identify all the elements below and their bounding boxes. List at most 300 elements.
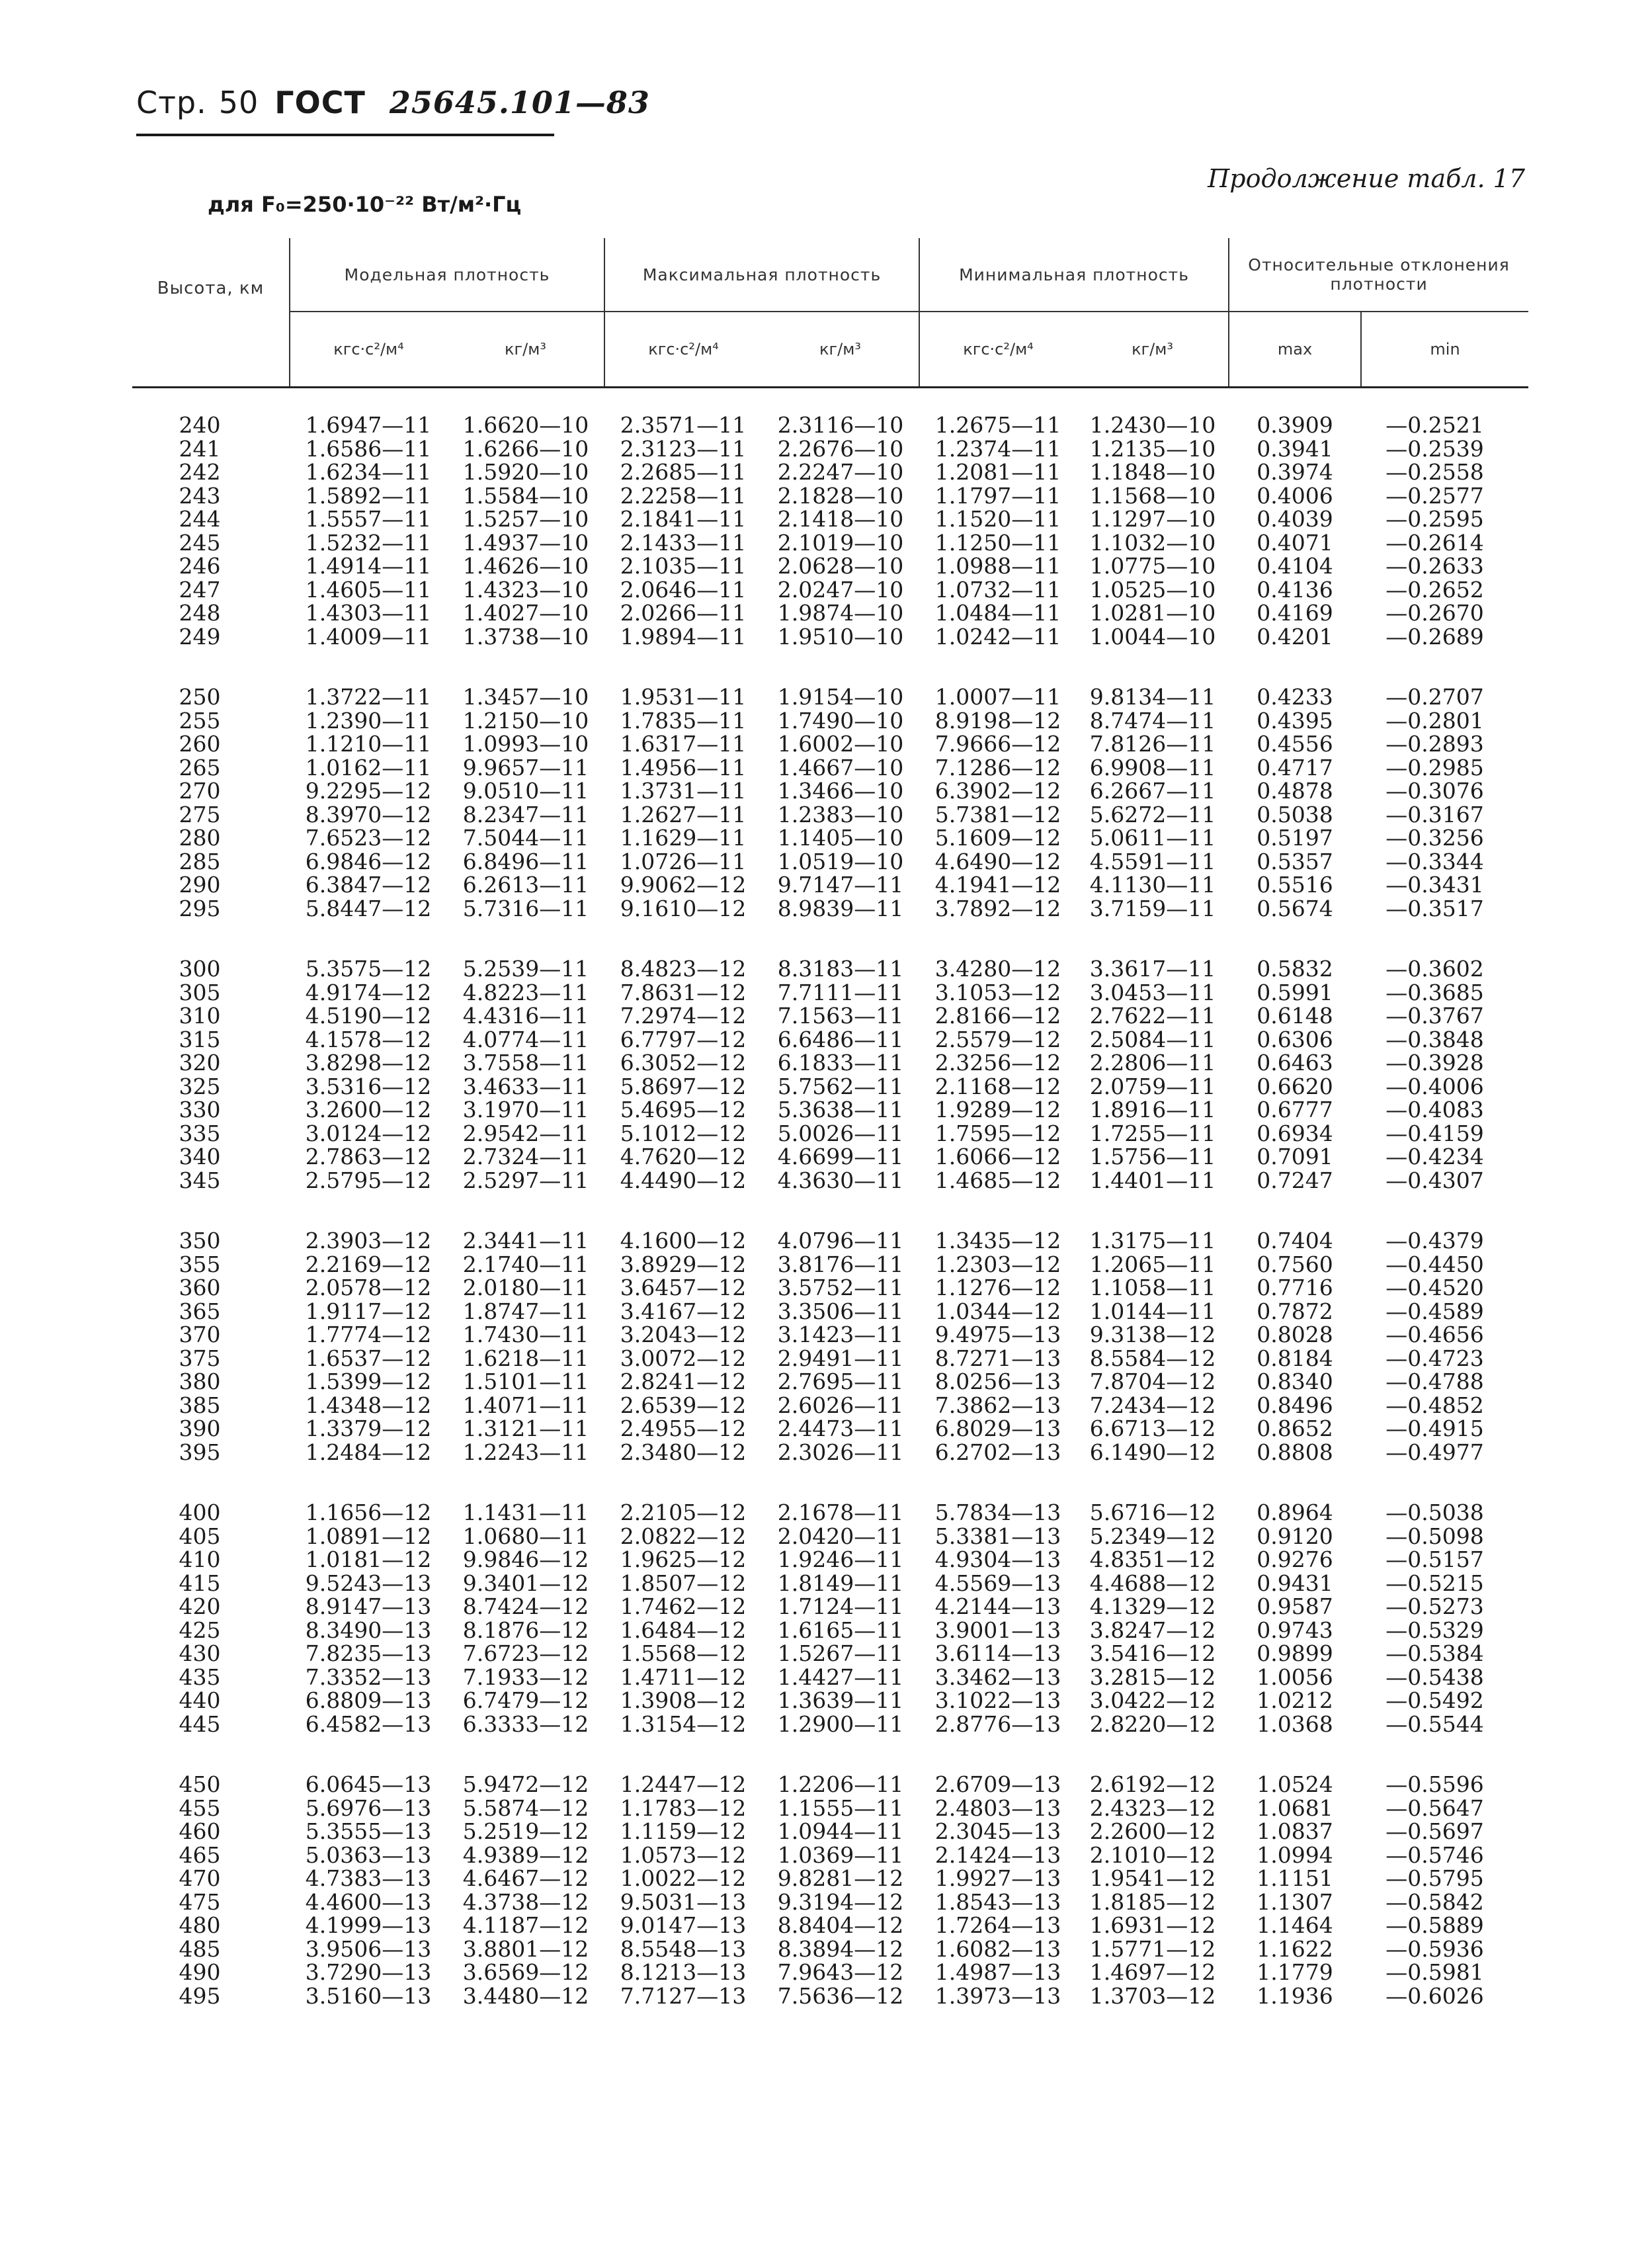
- cell-min-kgs: 2.4803—13: [934, 1795, 1061, 1821]
- table-row: [132, 732, 1528, 756]
- cell-model-kgs: 4.5190—12: [305, 1003, 432, 1029]
- cell-model-kgs: 7.6523—12: [305, 825, 432, 851]
- cell-altitude: 425: [179, 1617, 221, 1643]
- cell-max-kgs: 1.8507—12: [620, 1570, 747, 1596]
- table-row: [132, 779, 1528, 803]
- cell-model-kgs: 1.1210—11: [305, 731, 432, 757]
- cell-rel-max: 0.4201: [1257, 623, 1333, 650]
- cell-max-kgs: 5.1012—12: [620, 1120, 747, 1146]
- cell-max-kgs: 2.4955—12: [620, 1416, 747, 1441]
- table-row: [132, 1914, 1528, 1937]
- cell-model-kg: 1.2243—11: [462, 1439, 589, 1465]
- cell-model-kg: 2.9542—11: [462, 1120, 589, 1146]
- cell-max-kg: 2.2676—10: [777, 435, 904, 462]
- cell-model-kgs: 8.3490—13: [305, 1617, 432, 1643]
- cell-min-kg: 8.5584—12: [1089, 1345, 1216, 1371]
- cell-min-kg: 1.7255—11: [1089, 1120, 1216, 1146]
- cell-model-kg: 1.5584—10: [462, 482, 589, 509]
- cell-model-kgs: 9.2295—12: [305, 778, 432, 804]
- table-row: [132, 850, 1528, 874]
- cell-max-kg: 2.4473—11: [777, 1416, 904, 1441]
- cell-rel-min: —0.5795: [1385, 1865, 1484, 1891]
- table-row: [132, 578, 1528, 602]
- cell-max-kg: 7.7111—11: [777, 979, 904, 1005]
- cell-rel-max: 0.4717: [1257, 754, 1333, 781]
- cell-model-kg: 1.5920—10: [462, 459, 589, 485]
- cell-min-kgs: 5.7834—13: [934, 1500, 1061, 1525]
- cell-min-kgs: 2.1424—13: [934, 1841, 1061, 1868]
- cell-max-kg: 2.2247—10: [777, 459, 904, 485]
- table-row: [132, 756, 1528, 780]
- cell-rel-max: 0.4395: [1257, 707, 1333, 734]
- cell-min-kgs: 6.3902—12: [934, 778, 1061, 804]
- cell-max-kgs: 1.9894—11: [620, 623, 747, 650]
- cell-model-kgs: 8.9147—13: [305, 1593, 432, 1619]
- table-row: [132, 601, 1528, 625]
- cell-max-kg: 8.3183—11: [777, 956, 904, 982]
- cell-rel-min: —0.5936: [1385, 1935, 1484, 1962]
- cell-min-kg: 1.1058—11: [1089, 1275, 1216, 1300]
- cell-model-kg: 2.5297—11: [462, 1167, 589, 1193]
- cell-altitude: 246: [179, 553, 221, 579]
- cell-model-kg: 3.8801—12: [462, 1935, 589, 1962]
- cell-model-kgs: 8.3970—12: [305, 801, 432, 827]
- relative-deviation-header: Относительные отклонения плотности: [1229, 238, 1528, 312]
- cell-model-kg: 5.2519—12: [462, 1818, 589, 1844]
- cell-model-kg: 9.9657—11: [462, 754, 589, 781]
- table-row: [132, 826, 1528, 850]
- table-row: [132, 460, 1528, 484]
- table-row: [132, 1394, 1528, 1418]
- cell-model-kgs: 1.6234—11: [305, 459, 432, 485]
- cell-min-kgs: 2.1168—12: [934, 1073, 1061, 1099]
- cell-rel-min: —0.4450: [1385, 1251, 1484, 1277]
- cell-rel-min: —0.3344: [1385, 848, 1484, 874]
- cell-min-kgs: 1.6066—12: [934, 1144, 1061, 1169]
- cell-min-kgs: 3.7892—12: [934, 895, 1061, 921]
- cell-rel-max: 1.1779: [1257, 1959, 1333, 1985]
- cell-min-kg: 4.4688—12: [1089, 1570, 1216, 1596]
- cell-model-kgs: 1.0181—12: [305, 1546, 432, 1572]
- cell-model-kgs: 7.8235—13: [305, 1640, 432, 1666]
- cell-max-kg: 2.1828—10: [777, 482, 904, 509]
- cell-rel-max: 0.5832: [1257, 956, 1333, 982]
- cell-min-kgs: 1.0988—11: [934, 553, 1061, 579]
- table-row: [132, 484, 1528, 508]
- cell-rel-max: 0.4169: [1257, 600, 1333, 626]
- cell-max-kg: 1.9874—10: [777, 600, 904, 626]
- cell-model-kg: 1.5257—10: [462, 506, 589, 532]
- cell-model-kg: 1.4937—10: [462, 529, 589, 556]
- cell-altitude: 247: [179, 576, 221, 603]
- cell-rel-max: 1.0056: [1257, 1664, 1333, 1690]
- cell-max-kg: 3.3506—11: [777, 1298, 904, 1324]
- cell-min-kgs: 1.0344—12: [934, 1298, 1061, 1324]
- cell-altitude: 495: [179, 1982, 221, 2009]
- cell-max-kgs: 6.3052—12: [620, 1050, 747, 1076]
- cell-max-kg: 1.7490—10: [777, 707, 904, 734]
- cell-model-kgs: 1.1656—12: [305, 1500, 432, 1525]
- cell-min-kgs: 1.0007—11: [934, 684, 1061, 710]
- cell-max-kg: 1.0369—11: [777, 1841, 904, 1868]
- cell-model-kg: 2.3441—11: [462, 1228, 589, 1253]
- cell-min-kg: 1.2430—10: [1089, 412, 1216, 438]
- cell-altitude: 245: [179, 529, 221, 556]
- cell-min-kg: 1.1568—10: [1089, 482, 1216, 509]
- cell-rel-min: —0.2577: [1385, 482, 1484, 509]
- cell-model-kgs: 1.0891—12: [305, 1523, 432, 1549]
- cell-min-kgs: 1.0242—11: [934, 623, 1061, 650]
- table-row: [132, 1145, 1528, 1169]
- cell-rel-max: 0.4104: [1257, 553, 1333, 579]
- cell-rel-min: —0.3256: [1385, 825, 1484, 851]
- cell-rel-max: 0.5516: [1257, 872, 1333, 898]
- cell-model-kg: 3.1970—11: [462, 1097, 589, 1122]
- cell-rel-min: —0.5981: [1385, 1959, 1484, 1985]
- cell-max-kgs: 2.3571—11: [620, 412, 747, 438]
- cell-altitude: 280: [179, 825, 221, 851]
- table-row: [132, 1820, 1528, 1843]
- cell-max-kgs: 2.6539—12: [620, 1392, 747, 1418]
- unit-rel-max: max: [1229, 312, 1361, 388]
- cell-min-kg: 1.5771—12: [1089, 1935, 1216, 1962]
- cell-rel-max: 0.9120: [1257, 1523, 1333, 1549]
- cell-model-kgs: 3.9506—13: [305, 1935, 432, 1962]
- cell-max-kgs: 3.8929—12: [620, 1251, 747, 1277]
- cell-model-kgs: 3.0124—12: [305, 1120, 432, 1146]
- cell-rel-min: —0.5697: [1385, 1818, 1484, 1844]
- cell-max-kgs: 7.2974—12: [620, 1003, 747, 1029]
- cell-model-kg: 4.0774—11: [462, 1026, 589, 1052]
- cell-min-kgs: 7.9666—12: [934, 731, 1061, 757]
- cell-min-kgs: 1.1520—11: [934, 506, 1061, 532]
- table-row: [132, 1642, 1528, 1666]
- continuation-note: Продолжение табл. 17: [1208, 164, 1525, 193]
- cell-rel-min: —0.4852: [1385, 1392, 1484, 1418]
- cell-rel-min: —0.5647: [1385, 1795, 1484, 1821]
- cell-model-kgs: 1.6586—11: [305, 435, 432, 462]
- cell-max-kg: 5.0026—11: [777, 1120, 904, 1146]
- cell-altitude: 445: [179, 1711, 221, 1737]
- cell-rel-max: 0.5038: [1257, 801, 1333, 827]
- table-row: [132, 981, 1528, 1005]
- cell-model-kg: 1.0680—11: [462, 1523, 589, 1549]
- cell-rel-max: 1.0212: [1257, 1687, 1333, 1713]
- cell-min-kg: 1.2065—11: [1089, 1251, 1216, 1277]
- cell-min-kg: 3.7159—11: [1089, 895, 1216, 921]
- cell-model-kgs: 3.7290—13: [305, 1959, 432, 1985]
- cell-rel-max: 0.9743: [1257, 1617, 1333, 1643]
- cell-rel-min: —0.2539: [1385, 435, 1484, 462]
- cell-model-kg: 2.7324—11: [462, 1144, 589, 1169]
- cell-min-kg: 1.4697—12: [1089, 1959, 1216, 1985]
- cell-min-kg: 1.3175—11: [1089, 1228, 1216, 1253]
- cell-model-kg: 2.1740—11: [462, 1251, 589, 1277]
- table-row: [132, 1323, 1528, 1347]
- cell-rel-max: 1.0681: [1257, 1795, 1333, 1821]
- cell-rel-max: 0.4071: [1257, 529, 1333, 556]
- cell-min-kg: 1.5756—11: [1089, 1144, 1216, 1169]
- unit-model-kg: кг/м³: [447, 312, 604, 388]
- cell-max-kg: 1.0944—11: [777, 1818, 904, 1844]
- cell-altitude: 360: [179, 1275, 221, 1300]
- cell-rel-max: 1.1464: [1257, 1912, 1333, 1938]
- cell-max-kg: 2.0247—10: [777, 576, 904, 603]
- cell-min-kg: 5.2349—12: [1089, 1523, 1216, 1549]
- cell-model-kgs: 4.1999—13: [305, 1912, 432, 1938]
- cell-rel-min: —0.5273: [1385, 1593, 1484, 1619]
- cell-rel-min: —0.4977: [1385, 1439, 1484, 1465]
- cell-min-kgs: 4.9304—13: [934, 1546, 1061, 1572]
- cell-rel-min: —0.2558: [1385, 459, 1484, 485]
- cell-altitude: 275: [179, 801, 221, 827]
- cell-model-kgs: 1.4914—11: [305, 553, 432, 579]
- cell-max-kg: 1.9246—11: [777, 1546, 904, 1572]
- cell-rel-max: 0.4039: [1257, 506, 1333, 532]
- cell-min-kg: 1.3703—12: [1089, 1982, 1216, 2009]
- cell-rel-max: 0.6148: [1257, 1003, 1333, 1029]
- cell-max-kgs: 2.8241—12: [620, 1369, 747, 1394]
- table-row: [132, 1441, 1528, 1464]
- cell-rel-min: —0.3848: [1385, 1026, 1484, 1052]
- cell-min-kg: 1.6931—12: [1089, 1912, 1216, 1938]
- table-row: [132, 1098, 1528, 1122]
- cell-model-kg: 4.9389—12: [462, 1841, 589, 1868]
- cell-model-kgs: 1.4303—11: [305, 600, 432, 626]
- cell-rel-min: —0.5842: [1385, 1888, 1484, 1915]
- cell-altitude: 300: [179, 956, 221, 982]
- cell-max-kgs: 9.1610—12: [620, 895, 747, 921]
- cell-rel-min: —0.2801: [1385, 707, 1484, 734]
- cell-max-kgs: 1.7462—12: [620, 1593, 747, 1619]
- cell-altitude: 265: [179, 754, 221, 781]
- cell-min-kgs: 4.1941—12: [934, 872, 1061, 898]
- cell-altitude: 440: [179, 1687, 221, 1713]
- cell-model-kg: 1.4027—10: [462, 600, 589, 626]
- cell-rel-max: 0.5991: [1257, 979, 1333, 1005]
- cell-max-kgs: 1.0726—11: [620, 848, 747, 874]
- cell-model-kg: 5.7316—11: [462, 895, 589, 921]
- cell-min-kg: 8.7474—11: [1089, 707, 1216, 734]
- cell-model-kgs: 7.3352—13: [305, 1664, 432, 1690]
- cell-max-kgs: 1.0573—12: [620, 1841, 747, 1868]
- cell-max-kgs: 2.0266—11: [620, 600, 747, 626]
- cell-max-kg: 7.1563—11: [777, 1003, 904, 1029]
- cell-model-kg: 3.4633—11: [462, 1073, 589, 1099]
- table-block: [132, 1736, 1528, 2008]
- cell-model-kg: 8.7424—12: [462, 1593, 589, 1619]
- cell-max-kgs: 8.1213—13: [620, 1959, 747, 1985]
- cell-min-kg: 1.8916—11: [1089, 1097, 1216, 1122]
- cell-max-kgs: 2.0822—12: [620, 1523, 747, 1549]
- cell-min-kgs: 2.3045—13: [934, 1818, 1061, 1844]
- cell-max-kg: 6.1833—11: [777, 1050, 904, 1076]
- cell-min-kgs: 3.6114—13: [934, 1640, 1061, 1666]
- cell-max-kgs: 1.9625—12: [620, 1546, 747, 1572]
- cell-min-kgs: 1.2081—11: [934, 459, 1061, 485]
- table-row: [132, 554, 1528, 578]
- cell-min-kg: 1.1297—10: [1089, 506, 1216, 532]
- cell-altitude: 395: [179, 1439, 221, 1465]
- table-row: [132, 1713, 1528, 1736]
- cell-model-kgs: 3.2600—12: [305, 1097, 432, 1122]
- cell-model-kg: 1.1431—11: [462, 1500, 589, 1525]
- cell-max-kg: 4.3630—11: [777, 1167, 904, 1193]
- cell-max-kg: 1.9154—10: [777, 684, 904, 710]
- cell-altitude: 490: [179, 1959, 221, 1985]
- cell-max-kg: 1.4667—10: [777, 754, 904, 781]
- cell-model-kg: 9.3401—12: [462, 1570, 589, 1596]
- cell-model-kg: 1.4626—10: [462, 553, 589, 579]
- cell-rel-max: 1.0524: [1257, 1771, 1333, 1797]
- cell-min-kgs: 2.6709—13: [934, 1771, 1061, 1797]
- table-row: [132, 1666, 1528, 1689]
- cell-rel-min: —0.2652: [1385, 576, 1484, 603]
- cell-rel-min: —0.4006: [1385, 1073, 1484, 1099]
- cell-max-kgs: 1.1629—11: [620, 825, 747, 851]
- cell-min-kg: 2.4323—12: [1089, 1795, 1216, 1821]
- cell-min-kgs: 2.5579—12: [934, 1026, 1061, 1052]
- cell-altitude: 295: [179, 895, 221, 921]
- cell-model-kg: 1.2150—10: [462, 707, 589, 734]
- cell-min-kgs: 1.3435—12: [934, 1228, 1061, 1253]
- cell-rel-min: —0.5596: [1385, 1771, 1484, 1797]
- cell-rel-max: 1.1151: [1257, 1865, 1333, 1891]
- cell-max-kgs: 3.2043—12: [620, 1322, 747, 1347]
- cell-max-kgs: 9.0147—13: [620, 1912, 747, 1938]
- table-row: [132, 1736, 1528, 1797]
- cell-model-kg: 4.4316—11: [462, 1003, 589, 1029]
- cell-max-kgs: 5.4695—12: [620, 1097, 747, 1122]
- cell-rel-max: 0.9899: [1257, 1640, 1333, 1666]
- cell-min-kgs: 1.8543—13: [934, 1888, 1061, 1915]
- cell-rel-min: —0.4656: [1385, 1322, 1484, 1347]
- cell-rel-min: —0.5746: [1385, 1841, 1484, 1868]
- cell-rel-max: 0.5674: [1257, 895, 1333, 921]
- cell-rel-max: 1.1622: [1257, 1935, 1333, 1962]
- cell-max-kg: 3.1423—11: [777, 1322, 904, 1347]
- cell-altitude: 285: [179, 848, 221, 874]
- cell-max-kgs: 1.6317—11: [620, 731, 747, 757]
- cell-model-kgs: 1.5399—12: [305, 1369, 432, 1394]
- cell-rel-min: —0.3685: [1385, 979, 1484, 1005]
- cell-min-kgs: 1.6082—13: [934, 1935, 1061, 1962]
- cell-rel-max: 0.8496: [1257, 1392, 1333, 1418]
- cell-min-kgs: 6.8029—13: [934, 1416, 1061, 1441]
- cell-min-kg: 3.0453—11: [1089, 979, 1216, 1005]
- cell-rel-min: —0.2521: [1385, 412, 1484, 438]
- cell-max-kg: 5.3638—11: [777, 1097, 904, 1122]
- cell-min-kg: 1.1848—10: [1089, 459, 1216, 485]
- table-row: [132, 897, 1528, 921]
- cell-model-kgs: 1.5557—11: [305, 506, 432, 532]
- cell-rel-max: 0.6306: [1257, 1026, 1333, 1052]
- cell-max-kg: 8.9839—11: [777, 895, 904, 921]
- table-row: [132, 437, 1528, 461]
- cell-min-kgs: 1.0732—11: [934, 576, 1061, 603]
- cell-rel-min: —0.5215: [1385, 1570, 1484, 1596]
- cell-max-kgs: 2.1433—11: [620, 529, 747, 556]
- table-row: [132, 648, 1528, 709]
- cell-max-kg: 3.8176—11: [777, 1251, 904, 1277]
- cell-altitude: 365: [179, 1298, 221, 1324]
- cell-rel-min: —0.2670: [1385, 600, 1484, 626]
- cell-min-kg: 2.5084—11: [1089, 1026, 1216, 1052]
- cell-rel-max: 0.3974: [1257, 459, 1333, 485]
- cell-max-kg: 2.9491—11: [777, 1345, 904, 1371]
- cell-min-kg: 4.5591—11: [1089, 848, 1216, 874]
- cell-max-kgs: 7.8631—12: [620, 979, 747, 1005]
- cell-model-kgs: 1.7774—12: [305, 1322, 432, 1347]
- cell-rel-max: 0.8028: [1257, 1322, 1333, 1347]
- cell-altitude: 410: [179, 1546, 221, 1572]
- cell-rel-min: —0.3602: [1385, 956, 1484, 982]
- cell-rel-min: —0.2614: [1385, 529, 1484, 556]
- cell-altitude: 430: [179, 1640, 221, 1666]
- cell-rel-max: 0.8964: [1257, 1500, 1333, 1525]
- cell-rel-max: 0.9587: [1257, 1593, 1333, 1619]
- cell-max-kg: 2.6026—11: [777, 1392, 904, 1418]
- cell-max-kg: 4.6699—11: [777, 1144, 904, 1169]
- altitude-unit-cell: [132, 312, 290, 388]
- cell-min-kg: 3.3617—11: [1089, 956, 1216, 982]
- cell-min-kgs: 5.3381—13: [934, 1523, 1061, 1549]
- cell-rel-max: 0.6463: [1257, 1050, 1333, 1076]
- cell-min-kgs: 2.8166—12: [934, 1003, 1061, 1029]
- cell-rel-min: —0.6026: [1385, 1982, 1484, 2009]
- cell-model-kg: 1.4323—10: [462, 576, 589, 603]
- cell-max-kgs: 1.2447—12: [620, 1771, 747, 1797]
- cell-rel-max: 1.1936: [1257, 1982, 1333, 2009]
- table-row: [132, 1890, 1528, 1914]
- table-row: [132, 1051, 1528, 1075]
- cell-altitude: 465: [179, 1841, 221, 1868]
- cell-min-kgs: 4.6490—12: [934, 848, 1061, 874]
- cell-rel-min: —0.5889: [1385, 1912, 1484, 1938]
- cell-rel-max: 0.7404: [1257, 1228, 1333, 1253]
- table-row: [132, 1370, 1528, 1394]
- cell-max-kg: 4.0796—11: [777, 1228, 904, 1253]
- cell-min-kgs: 4.2144—13: [934, 1593, 1061, 1619]
- cell-max-kg: 9.8281—12: [777, 1865, 904, 1891]
- cell-altitude: 320: [179, 1050, 221, 1076]
- cell-max-kg: 2.3026—11: [777, 1439, 904, 1465]
- cell-max-kgs: 7.7127—13: [620, 1982, 747, 2009]
- table-row: [132, 531, 1528, 555]
- table-row: [132, 1619, 1528, 1642]
- cell-altitude: 485: [179, 1935, 221, 1962]
- cell-max-kgs: 8.4823—12: [620, 956, 747, 982]
- cell-model-kg: 7.5044—11: [462, 825, 589, 851]
- cell-min-kgs: 3.3462—13: [934, 1664, 1061, 1690]
- cell-rel-min: —0.2707: [1385, 684, 1484, 710]
- cell-max-kgs: 4.4490—12: [620, 1167, 747, 1193]
- table-row: [132, 1169, 1528, 1193]
- cell-altitude: 350: [179, 1228, 221, 1253]
- cell-max-kgs: 1.3908—12: [620, 1687, 747, 1713]
- cell-rel-max: 0.6777: [1257, 1097, 1333, 1122]
- cell-max-kgs: 2.3123—11: [620, 435, 747, 462]
- cell-max-kgs: 6.7797—12: [620, 1026, 747, 1052]
- cell-altitude: 370: [179, 1322, 221, 1347]
- cell-min-kg: 3.0422—12: [1089, 1687, 1216, 1713]
- cell-rel-max: 0.8340: [1257, 1369, 1333, 1394]
- cell-altitude: 460: [179, 1818, 221, 1844]
- min-density-header: Минимальная плотность: [919, 238, 1229, 312]
- cell-model-kg: 1.8747—11: [462, 1298, 589, 1324]
- cell-min-kgs: 4.5569—13: [934, 1570, 1061, 1596]
- cell-max-kg: 1.3639—11: [777, 1687, 904, 1713]
